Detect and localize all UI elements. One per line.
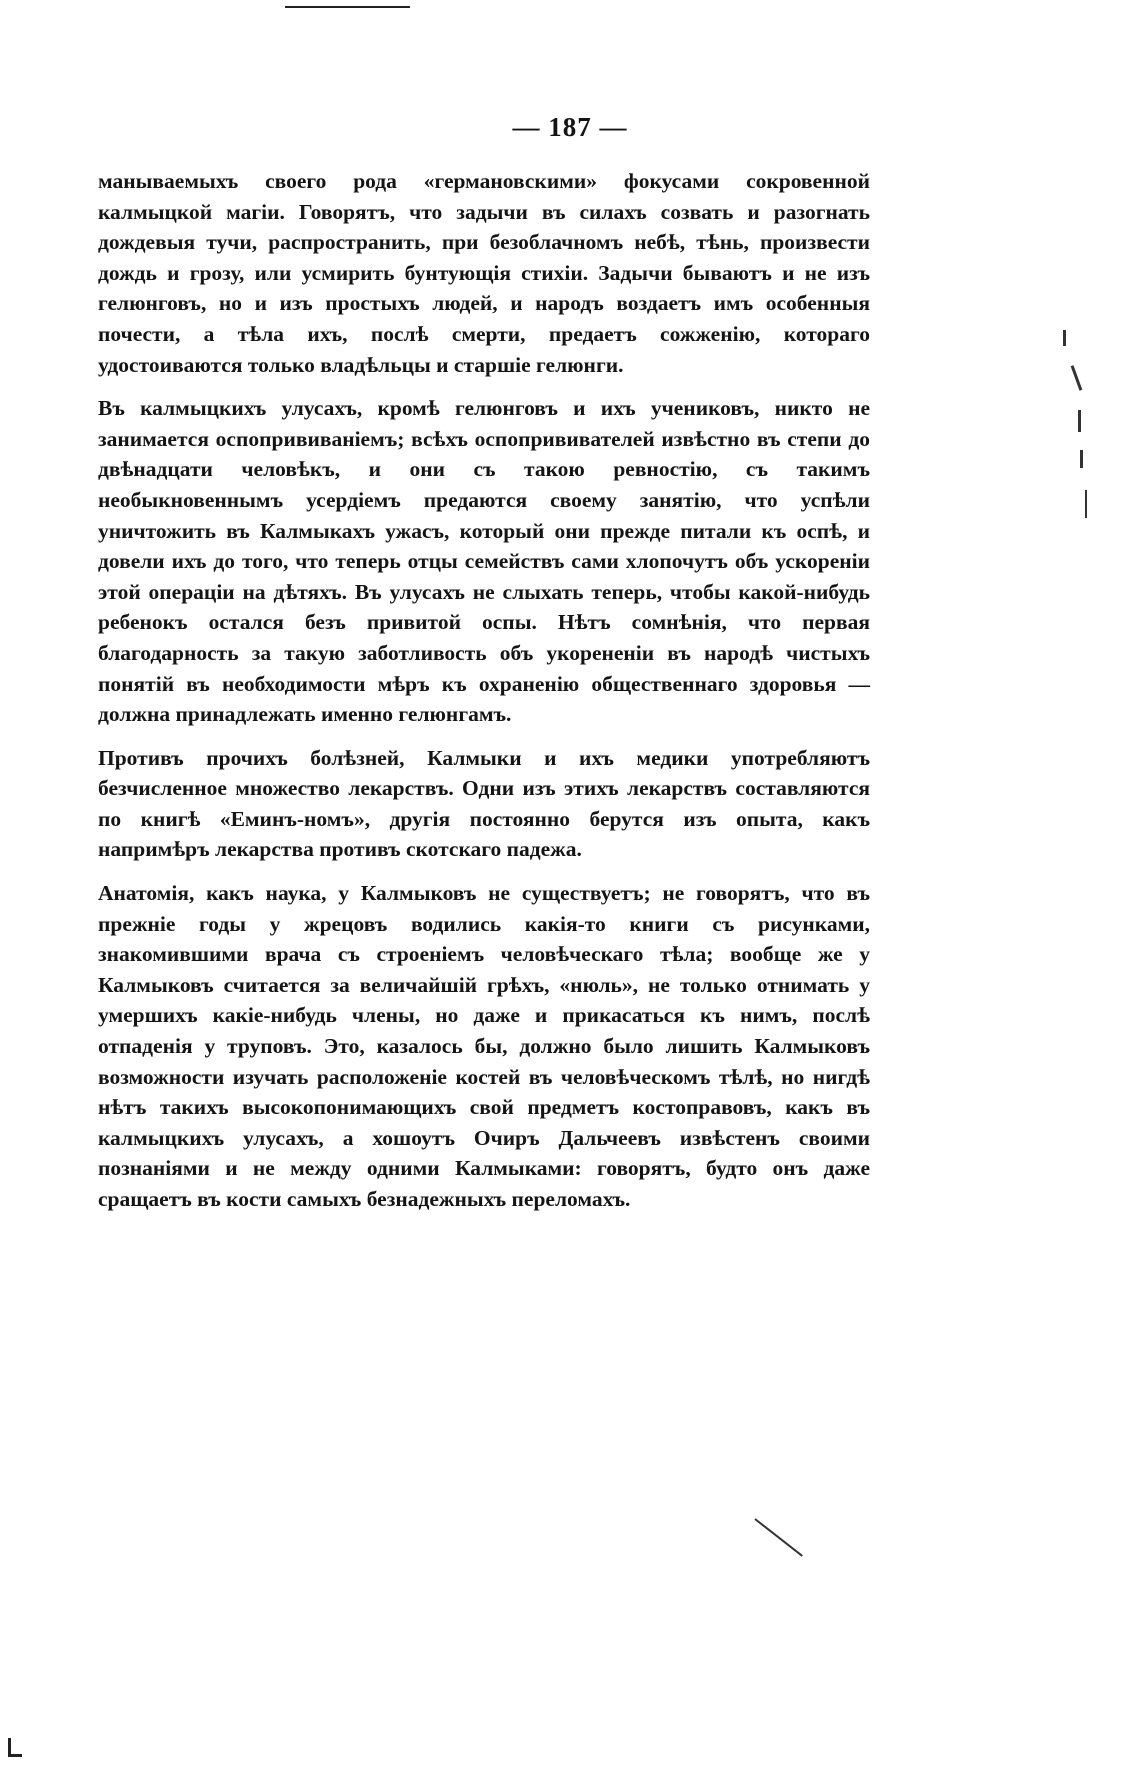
margin-mark [1080,450,1083,468]
pencil-scratch [754,1518,803,1557]
corner-mark [8,1754,22,1757]
margin-mark [1071,365,1083,390]
paragraph-3: Противъ прочихъ болѣзней, Калмыки и ихъ медики употребляютъ безчисленное множество лекарствъ. Одни изъ этихъ лекарствъ составляются по книгѣ «Еминъ-номъ», другія постоянно берутся изъ опыта, какъ напримѣръ лекарства противъ скотскаго падежа. [98,745,870,862]
margin-mark [1063,330,1066,346]
paragraph-1: манываемыхъ своего рода «германовскими» фокусами сокровенной калмыцкой магіи. Говорятъ, что задычи въ силахъ созвать и разогнать дождевыя тучи, распространить, при безоблачномъ небѣ, тѣнь, произвести дождь и грозу, или усмирить бунтующія стихіи. Задычи бываютъ и не изъ гелюнговъ, но и изъ простыхъ людей, и народъ воздаетъ имъ особенныя почести, а тѣла ихъ, послѣ смерти, предаетъ сожженію, котораго удостоиваются только владѣльцы и старшіе гелюнги. [98,169,870,377]
page-number: — 187 — [512,112,628,142]
paragraph-2: Въ калмыцкихъ улусахъ, кромѣ гелюнговъ и ихъ учениковъ, никто не занимается оспопрививаніемъ; всѣхъ оспопрививателей извѣстно въ степи до двѣнадцати человѣкъ, и они съ такою ревностію, съ такимъ необыкновеннымъ усердіемъ предаются своему занятію, что успѣли уничтожить въ Калмыкахъ ужасъ, который они прежде питали къ оспѣ, и довели ихъ до того, что теперь отцы семействъ сами хлопочутъ объ ускореніи этой операціи на дѣтяхъ. Въ улусахъ не слыхать теперь, чтобы какой-нибудь ребенокъ остался безъ привитой оспы. Нѣтъ сомнѣнія, что первая благодарность за такую заботливость объ укорененіи въ народѣ чистыхъ понятій въ необходимости мѣръ къ охраненію общественнаго здоровья — должна принадлежать именно гелюнгамъ. [98,396,870,727]
margin-mark [1085,490,1087,518]
body-text [98,166,870,1228]
margin-mark [1078,410,1081,432]
paragraph-4: Анатомія, какъ наука, у Калмыковъ не существуетъ; не говорятъ, что въ прежніе годы у жрецовъ водились какія-то книги съ рисунками, знакомившими врача съ строеніемъ человѣческаго тѣла; вообще же у Калмыковъ считается за величайшій грѣхъ, «нюль», не только отнимать у умершихъ какіе-нибудь члены, но даже и прикасаться къ нимъ, послѣ отпаденія у труповъ. Это, казалось бы, должно было лишить Калмыковъ возможности изучать расположеніе костей въ человѣческомъ тѣлѣ, но нигдѣ нѣтъ такихъ высокопонимающихъ свой предметъ костоправовъ, какъ въ калмыцкихъ улусахъ, а хошоутъ Очиръ Дальчеевъ извѣстенъ своими познаніями и не между одними Калмыками: говорятъ, будто онъ даже сращаетъ въ кости самыхъ безнадежныхъ переломахъ. [98,881,870,1211]
scan-edge-mark [285,6,410,8]
